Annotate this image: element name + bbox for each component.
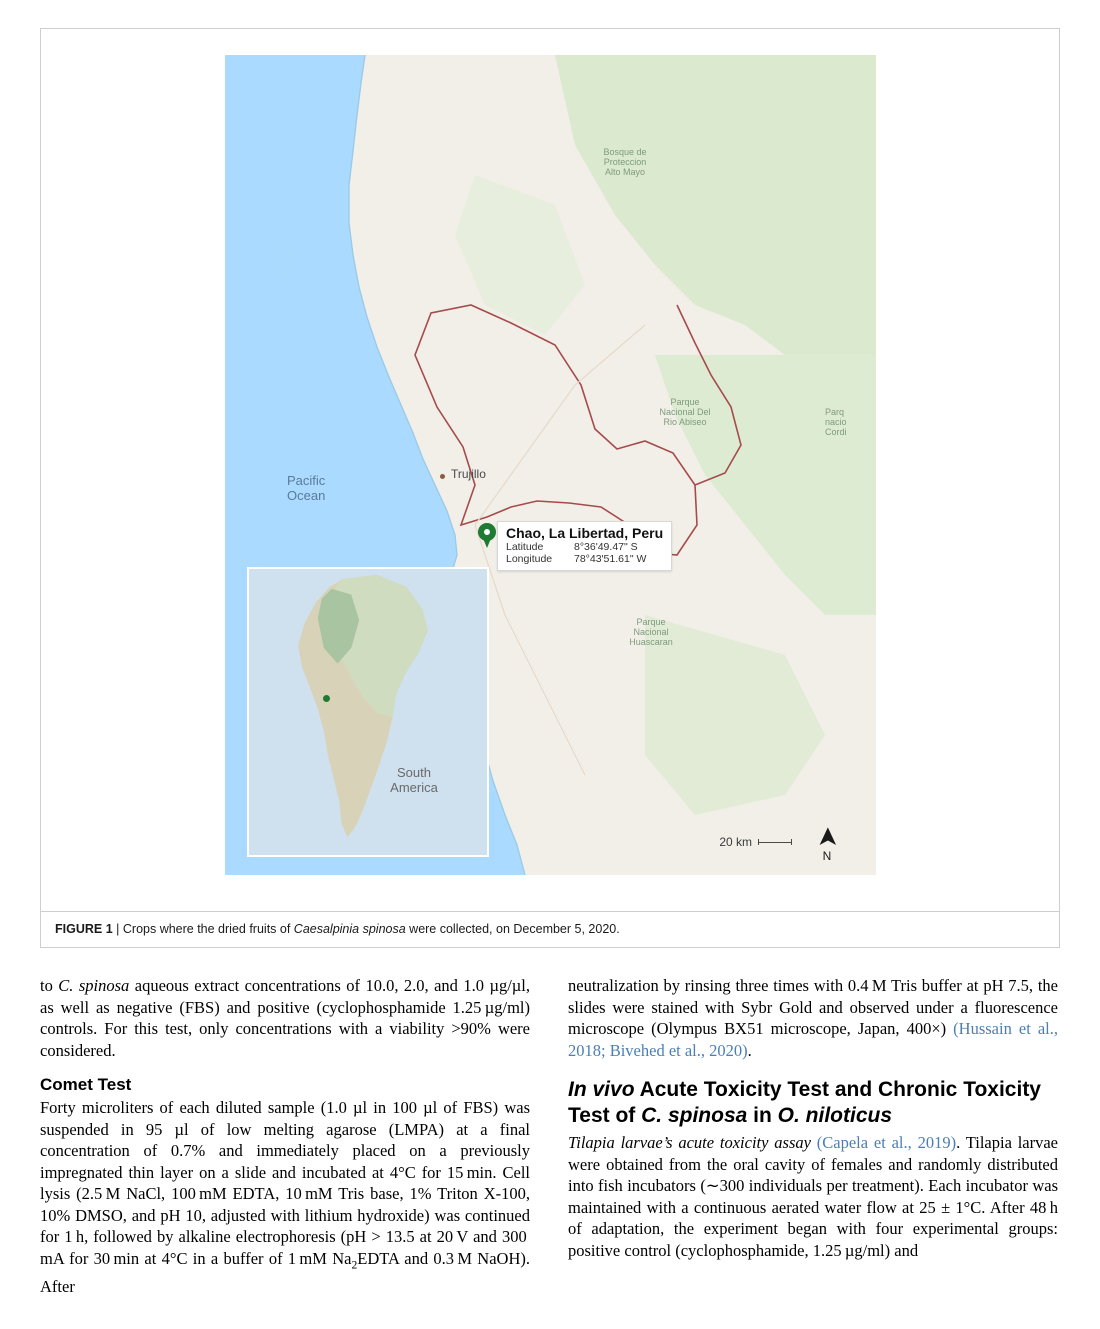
inset-location-dot-icon bbox=[323, 695, 330, 702]
left-column bbox=[40, 975, 530, 1298]
north-label: N bbox=[822, 849, 832, 863]
callout-latitude-row bbox=[506, 541, 663, 553]
park-label-line: Cordi bbox=[825, 427, 847, 437]
park-label-line: Proteccion bbox=[603, 157, 647, 167]
trujillo-dot-icon bbox=[440, 474, 445, 479]
park-label-alto-mayo bbox=[577, 147, 673, 177]
left-paragraph-1: to C. spinosa aqueous extract concentrations of 10.0, 2.0, and 1.0 µg/µl, as well as negative (FBS) and positive (cyclophosphamide 1.25 µg/ml) controls. For this test, only concentrations with a viability >90% were considered. bbox=[40, 976, 531, 1060]
ocean-label-line1: Pacific bbox=[287, 473, 326, 488]
south-america-label bbox=[369, 765, 459, 795]
location-callout bbox=[497, 521, 672, 571]
section-heading-comet-test: Comet Test bbox=[40, 1075, 132, 1094]
continent-label-line1: South bbox=[397, 765, 431, 780]
park-label-line: Rio Abiseo bbox=[663, 417, 707, 427]
figure-caption-species: Caesalpinia spinosa bbox=[293, 922, 406, 936]
park-label-line: Nacional bbox=[633, 627, 669, 637]
figure-caption-text-2: were collected, on December 5, 2020. bbox=[405, 922, 620, 936]
right-paragraph-2: Tilapia larvae’s acute toxicity assay (Capela et al., 2019). Tilapia larvae were obtained from the oral cavity of females and randomly distributed into fish incubators (∼300 individuals per treatment). Each incubator was maintained with a continuous aerated water flow at 25 ± 1°C. After 48 h of adaptation, the experiment began with four experimental groups: positive control (cyclophosphamide, 1.25 µg/ml) and bbox=[568, 1133, 1059, 1260]
continent-label-line2: America bbox=[390, 780, 438, 795]
scale-line-icon bbox=[758, 842, 792, 843]
figure-1-block bbox=[40, 28, 1060, 948]
ocean-label bbox=[287, 473, 325, 503]
figure-caption-text-1: Crops where the dried fruits of bbox=[122, 922, 294, 936]
park-label-line: Parque bbox=[670, 397, 700, 407]
latitude-value: 8°36'49.47" S bbox=[574, 541, 638, 553]
park-label-rio-abiseo bbox=[637, 397, 733, 427]
park-label-line: Nacional Del bbox=[659, 407, 711, 417]
figure-caption-separator: | bbox=[116, 922, 120, 936]
park-label-huascaran bbox=[603, 617, 699, 647]
callout-title: Chao, La Libertad, Peru bbox=[506, 525, 664, 541]
inset-land-layer bbox=[249, 569, 487, 855]
figure-label: FIGURE 1 bbox=[55, 922, 113, 936]
longitude-value: 78°43'51.61" W bbox=[574, 553, 647, 565]
park-label-line: nacio bbox=[825, 417, 847, 427]
trujillo-label: Trujillo bbox=[451, 467, 486, 481]
location-pin-icon bbox=[478, 523, 496, 549]
right-paragraph-1: neutralization by rinsing three times with 0.4 M Tris buffer at pH 7.5, the slides were stained with Sybr Gold and observed under a fluorescence microscope (Olympus BX51 microscope, Japan, 400×) (Hussain et al., 2018; Bivehed et al., 2020). bbox=[568, 976, 1058, 1060]
right-column bbox=[568, 975, 1058, 1261]
latitude-key: Latitude bbox=[506, 541, 544, 553]
park-label-line: Alto Mayo bbox=[604, 167, 646, 177]
park-label-cordillera bbox=[825, 407, 875, 437]
park-label-line: Parque bbox=[636, 617, 666, 627]
ocean-label-line2: Ocean bbox=[287, 488, 326, 503]
longitude-key: Longitude bbox=[506, 553, 553, 565]
north-arrow-icon bbox=[811, 826, 842, 863]
park-label-line: Parq bbox=[825, 407, 845, 417]
figure-caption bbox=[41, 911, 1059, 947]
scale-label: 20 km bbox=[719, 835, 752, 849]
park-label-line: Huascaran bbox=[629, 637, 673, 647]
section-heading-invivo-toxicity: In vivo Acute Toxicity Test and Chronic Toxicity Test of C. spinosa in O. niloticus bbox=[568, 1078, 1041, 1127]
park-label-line: Bosque de bbox=[603, 147, 647, 157]
north-arrow-glyph: ➤ bbox=[811, 826, 842, 848]
south-america-inset-map bbox=[247, 567, 489, 857]
map-image bbox=[225, 55, 876, 875]
map-scale-bar bbox=[719, 835, 792, 849]
callout-longitude-row bbox=[506, 553, 663, 565]
left-paragraph-2: Forty microliters of each diluted sample (1.0 µl in 100 µl of FBS) was suspended in 95 µl of low melting agarose (LMPA) at a final concentration of 0.7% and immediately placed on a previously impregnated thin layer on a slide and incubated at 4°C for 15 min. Cell lysis (2.5 M NaCl, 100 mM EDTA, 10 mM Tris base, 1% Triton X-100, 10% DMSO, and pH 10, adjusted with lithium hydroxide) was continued for 1 h, followed by alkaline electrophoresis (pH > 13.5 at 20 V and 300 mA for 30 min at 4°C in a buffer of 1 mM $Na_2EDTA$ and 0.3 M NaOH). After bbox=[40, 1098, 531, 1297]
